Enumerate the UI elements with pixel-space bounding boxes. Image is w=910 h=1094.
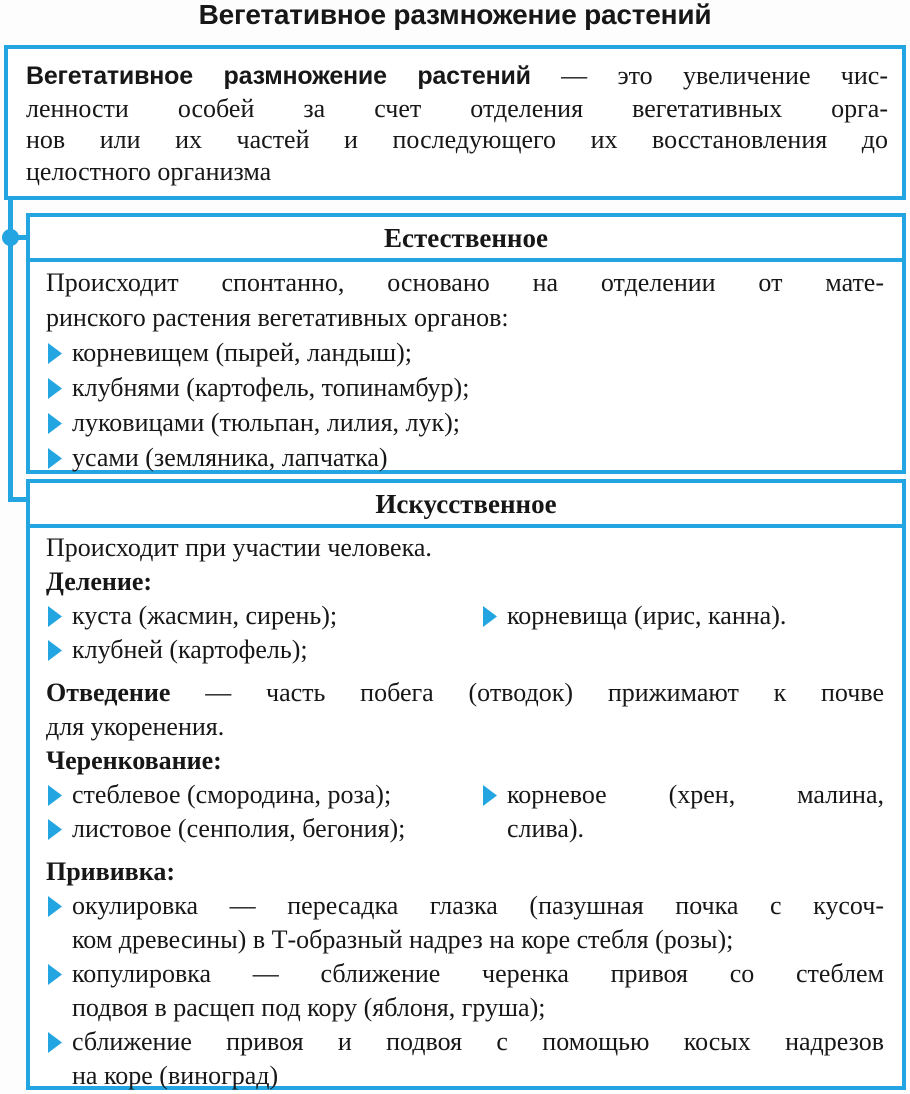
list-item	[46, 335, 884, 370]
list-item	[46, 889, 884, 957]
division-label: Деление:	[46, 567, 153, 596]
natural-section-header: Естественное	[30, 217, 902, 262]
list-item-text: корневищем (пырей, ландыш);	[72, 338, 412, 367]
division-left-column	[46, 599, 481, 667]
list-item-text: клубнями (картофель, топинамбур);	[72, 373, 470, 402]
bullet-triangle-icon	[48, 343, 62, 364]
list-item-text: листовое (сенполия, бегония);	[72, 814, 406, 843]
natural-section-content	[30, 262, 902, 475]
natural-section-box	[26, 213, 906, 474]
layering-line	[46, 676, 884, 710]
list-item-text: окулировка — пересадка глазка (пазушная почка с кусоч- ком древесины) в Т-образный надрез на коре стебля (розы);	[72, 891, 884, 954]
list-item	[481, 778, 884, 846]
bullet-triangle-icon	[48, 1032, 62, 1053]
list-item	[46, 633, 481, 667]
list-item	[481, 599, 884, 633]
artificial-section-header: Искусственное	[30, 483, 902, 528]
list-item-text: копулировка — сближение черенка привоя со стеблем подвоя в расщеп под кору (яблоня, груша);	[72, 959, 884, 1022]
list-item	[46, 778, 481, 812]
natural-intro-line: Происходит спонтанно, основано на отделении от мате-	[46, 268, 884, 297]
bullet-triangle-icon	[48, 413, 62, 434]
list-item	[46, 957, 884, 1025]
definition-box	[4, 45, 906, 200]
layering-line: для укоренения.	[46, 712, 225, 741]
bullet-triangle-icon	[483, 606, 497, 627]
definition-line-rest: — это увеличение чис-	[530, 61, 888, 90]
definition-term: Вегетативное размножение растений	[26, 62, 531, 90]
bullet-triangle-icon	[48, 640, 62, 661]
definition-line: ленности особей за счет отделения вегетативных орга-	[26, 93, 888, 123]
list-item-text: корневое (хрен, малина, слива).	[507, 780, 884, 843]
artificial-intro: Происходит при участии человека.	[46, 533, 432, 562]
division-right-column	[481, 599, 884, 667]
list-item	[46, 1025, 884, 1093]
division-columns	[46, 599, 884, 667]
artificial-section-content	[30, 528, 902, 1093]
bullet-triangle-icon	[48, 785, 62, 806]
layering-line-rest: — часть побега (отводок) прижимают к почве	[170, 678, 884, 707]
definition-line: целостного организма	[26, 156, 272, 186]
bullet-triangle-icon	[48, 378, 62, 399]
cuttings-right-column	[481, 778, 884, 846]
bullet-triangle-icon	[48, 606, 62, 627]
natural-intro-line: ринского растения вегетативных органов:	[46, 303, 509, 332]
bullet-triangle-icon	[48, 896, 62, 917]
list-item-text: сближение привоя и подвоя с помощью косых надрезов на коре (виноград)	[72, 1027, 884, 1090]
cuttings-left-column	[46, 778, 481, 846]
page-title: Вегетативное размножение растений	[198, 0, 712, 30]
list-item	[46, 599, 481, 633]
artificial-section-box	[26, 479, 906, 1090]
list-item-text: луковицами (тюльпан, лилия, лук);	[72, 408, 461, 437]
bullet-triangle-icon	[48, 964, 62, 985]
bullet-triangle-icon	[48, 448, 62, 469]
cuttings-label: Черенкование:	[46, 746, 222, 775]
grafting-label: Прививка:	[46, 857, 175, 886]
list-item-text: клубней (картофель);	[72, 635, 308, 664]
cuttings-columns	[46, 778, 884, 846]
bullet-triangle-icon	[483, 785, 497, 806]
list-item-text: корневища (ирис, канна).	[507, 601, 787, 630]
list-item	[46, 405, 884, 440]
bullet-triangle-icon	[48, 819, 62, 840]
list-item-text: усами (земляника, лапчатка)	[72, 443, 388, 472]
layering-term: Отведение	[46, 678, 171, 707]
list-item	[46, 370, 884, 405]
definition-line: нов или их частей и последующего их восстановления до	[26, 125, 888, 154]
branch-dot	[2, 229, 19, 246]
list-item-text: куста (жасмин, сирень);	[72, 601, 338, 630]
list-item	[46, 812, 481, 846]
list-item-text: стеблевое (смородина, роза);	[72, 780, 392, 809]
layering-paragraph	[46, 676, 884, 744]
definition-line	[26, 60, 888, 93]
list-item	[46, 440, 884, 475]
